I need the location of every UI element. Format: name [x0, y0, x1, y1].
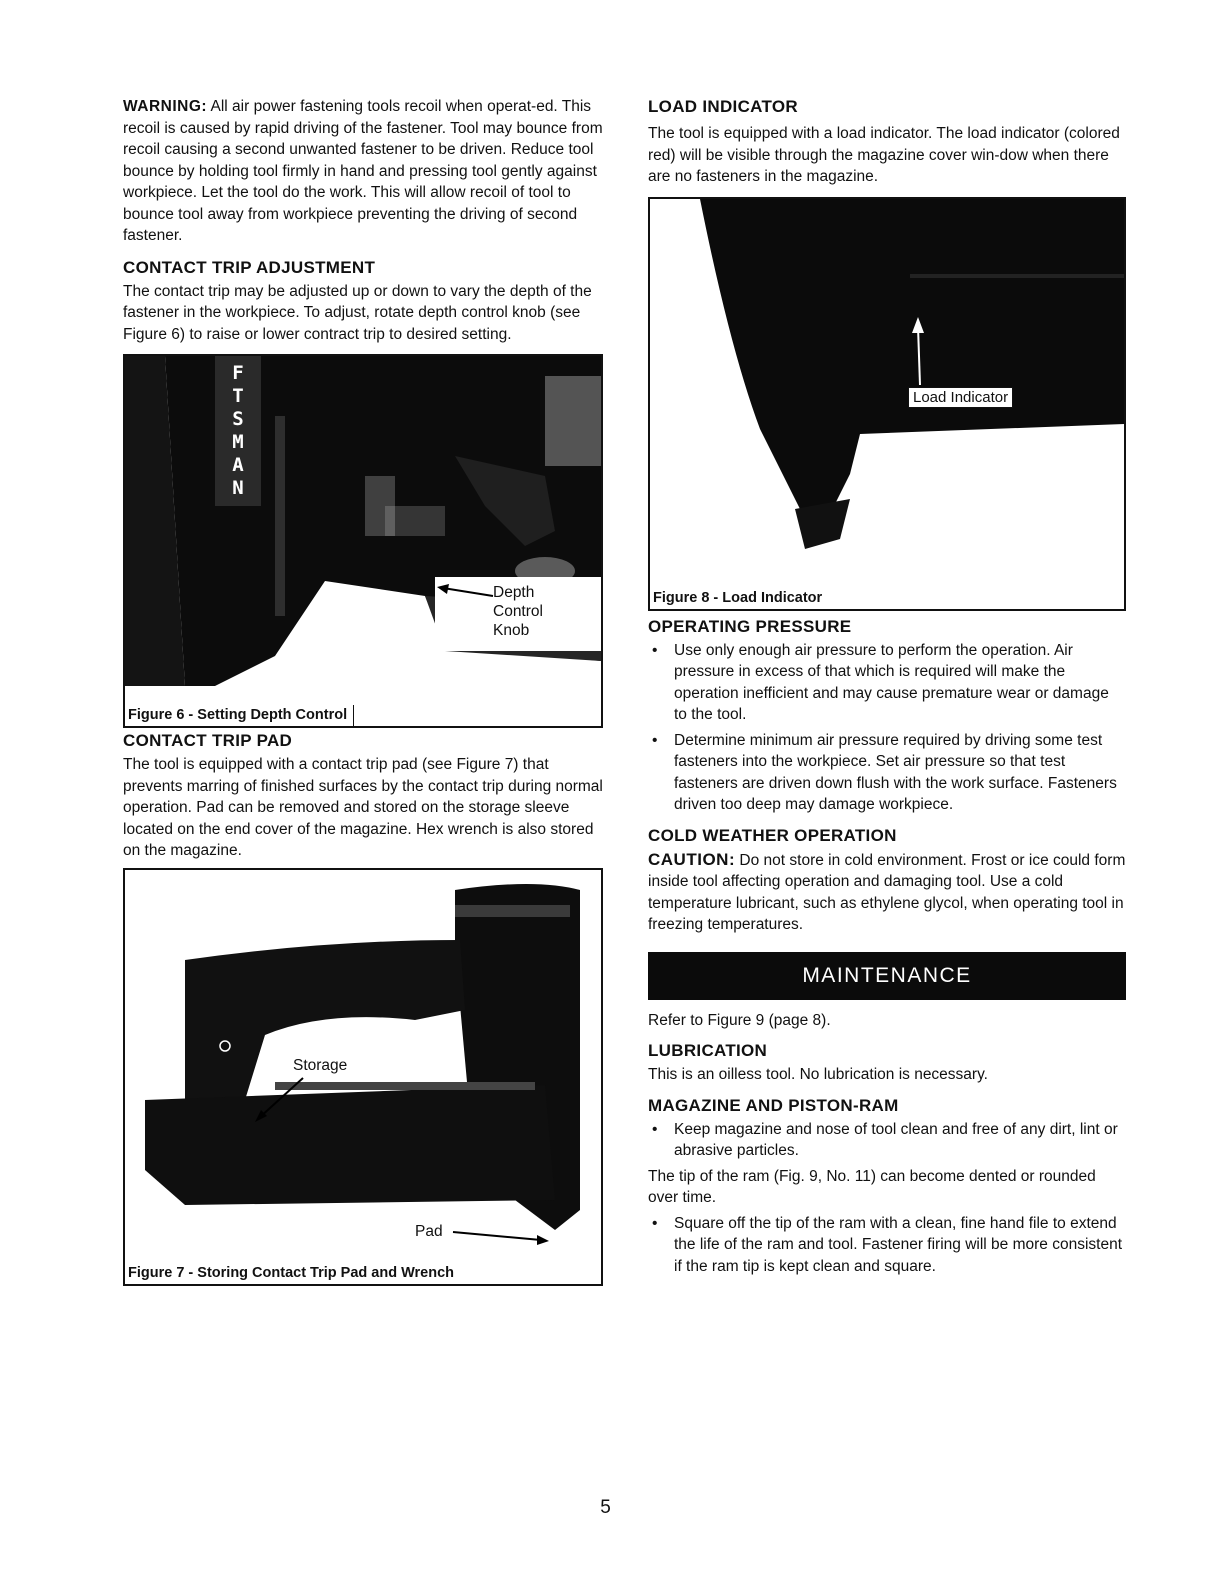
figure-6-photo: [125, 356, 601, 726]
brand-letter: F: [232, 362, 244, 384]
pad-label: Pad: [415, 1222, 443, 1240]
lubrication-heading: LUBRICATION: [648, 1041, 768, 1060]
contact-trip-adjustment-heading: CONTACT TRIP ADJUSTMENT: [123, 257, 376, 277]
operating-pressure-bullet: • Determine minimum air pressure required by driving some test fasteners into the workpiece. Set air pressure so that test fasteners are driven down flush with the work surface. Fasteners driven too deep may damage workpiece.: [648, 730, 1126, 816]
operating-pressure-bullet: • Use only enough air pressure to perform the operation. Air pressure in excess of that which is required will make the operation inefficient and may cause premature wear or damage to the tool.: [648, 640, 1126, 726]
contact-trip-pad-heading: CONTACT TRIP PAD: [123, 731, 293, 750]
operating-pressure-heading: OPERATING PRESSURE: [648, 616, 852, 636]
caution-lead: CAUTION:: [648, 849, 736, 869]
figure-7-photo: [125, 870, 601, 1284]
depth-control-label: [493, 583, 543, 640]
storage-arrow: [253, 1074, 313, 1124]
brand-letter: N: [232, 477, 244, 499]
brand-letter: T: [232, 385, 244, 407]
magazine-list-1: [648, 1119, 1126, 1162]
magazine-bullet: • Square off the tip of the ram with a clean, fine hand file to extend the life of the ram and tool. Fastener firing will be more consistent if the ram tip is kept clean and square.: [648, 1213, 1126, 1278]
figure-8-caption: Figure 8 - Load Indicator: [650, 588, 828, 609]
brand-letters: [223, 362, 253, 500]
lubrication-text: This is an oilless tool. No lubrication is necessary.: [648, 1066, 988, 1083]
left-column: [123, 96, 605, 1286]
cold-weather-heading: COLD WEATHER OPERATION: [648, 825, 897, 845]
operating-pressure-list: [648, 640, 1126, 816]
contact-trip-adjustment-text: The contact trip may be adjusted up or down to vary the depth of the fastener in the workpiece. To adjust, rotate depth control knob (see Figure 6) to raise or lower contract trip to desired setting.: [123, 282, 592, 343]
figure-8: [648, 197, 1126, 611]
warning-text: All air power fastening tools recoil when operat-ed. This recoil is caused by rapid driving of the fastener. Tool may bounce from recoil causing a second unwanted fastener to be driven. Reduce tool bounce by holding tool firmly in hand and pressing tool gently against workpiece. Let the tool do the work. This will allow recoil of tool to bounce tool away from workpiece preventing the driving of second fastener.: [123, 98, 603, 244]
depth-label-line-1: Depth: [493, 584, 535, 601]
maintenance-banner: MAINTENANCE: [648, 952, 1126, 1000]
pad-arrow: [451, 1226, 551, 1246]
depth-control-arrow: [437, 582, 497, 602]
figure-7: [123, 868, 603, 1286]
storage-label: Storage: [293, 1056, 348, 1074]
brand-letter: M: [232, 431, 244, 453]
magazine-bullet: • Keep magazine and nose of tool clean and free of any dirt, lint or abrasive particles.: [648, 1119, 1126, 1162]
figure-6-caption: Figure 6 - Setting Depth Control: [125, 705, 354, 726]
figure-6: [123, 354, 603, 728]
load-indicator-label: Load Indicator: [908, 387, 1013, 408]
figure-7-caption: Figure 7 - Storing Contact Trip Pad and Wrench: [125, 1263, 460, 1284]
caution-text: Do not store in cold environment. Frost or ice could form inside tool affecting operation and damaging tool. Use a cold temperature lubricant, such as ethylene glycol, when operating tool in freezing temperatures.: [648, 851, 1126, 933]
magazine-heading: MAGAZINE AND PISTON-RAM: [648, 1095, 899, 1115]
magazine-text: The tip of the ram (Fig. 9, No. 11) can become dented or rounded over time.: [648, 1167, 1096, 1206]
warning-paragraph: [123, 96, 605, 247]
page-number: 5: [600, 1497, 611, 1518]
brand-letter: A: [232, 454, 244, 476]
brand-letter: S: [232, 408, 244, 430]
figure-8-photo: [650, 199, 1124, 609]
contact-trip-pad-text: The tool is equipped with a contact trip pad (see Figure 7) that prevents marring of finished surfaces by the contact trip during normal operation. Pad can be removed and stored on the storage sleeve located on the end cover of the magazine. Hex wrench is also stored on the magazine.: [123, 756, 603, 859]
magazine-list-2: [648, 1213, 1126, 1278]
warning-lead: WARNING:: [123, 98, 208, 115]
depth-label-line-3: Knob: [493, 622, 530, 639]
cold-weather-paragraph: [648, 849, 1126, 936]
load-indicator-heading: LOAD INDICATOR: [648, 97, 798, 116]
maintenance-refer: Refer to Figure 9 (page 8).: [648, 1011, 831, 1029]
depth-label-line-2: Control: [493, 603, 543, 620]
right-column: [648, 96, 1126, 1277]
load-indicator-text: The tool is equipped with a load indicator. The load indicator (colored red) will be visible through the magazine cover win-dow when there are no fasteners in the magazine.: [648, 125, 1120, 185]
